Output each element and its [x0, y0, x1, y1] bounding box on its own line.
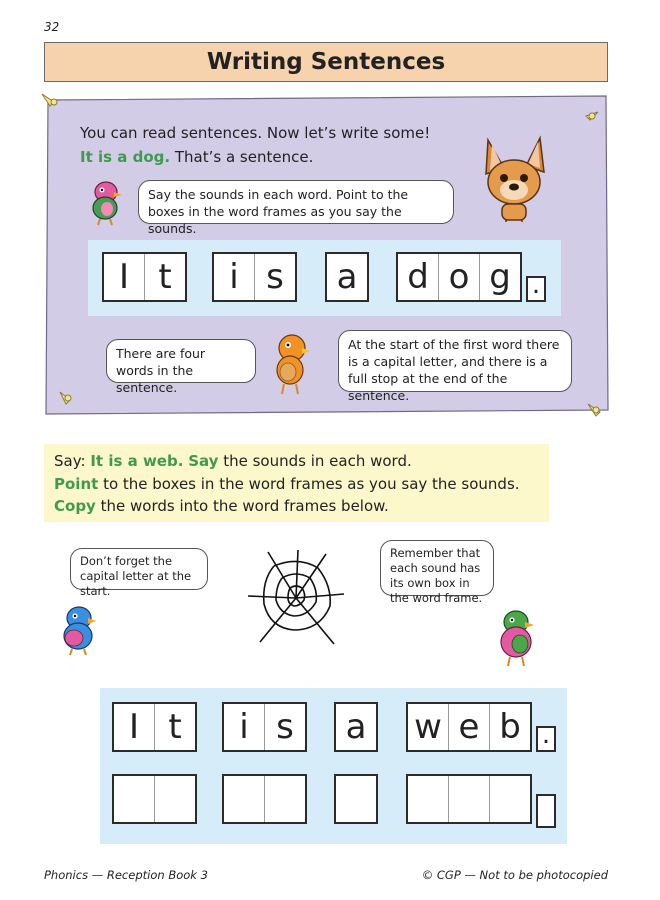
intro-line-2	[80, 146, 313, 168]
pink-bird-icon	[88, 178, 124, 226]
say-label: Say:	[54, 452, 86, 470]
copy-keyword: Copy	[54, 497, 96, 515]
blank-letter-box[interactable]	[489, 776, 530, 822]
word-frame-a	[334, 702, 378, 752]
blank-letter-box[interactable]	[114, 776, 154, 822]
spider-web-icon	[246, 548, 346, 646]
full-stop-box: .	[536, 726, 556, 752]
orange-bird-icon	[272, 330, 312, 396]
letter-box: t	[154, 704, 195, 750]
full-stop-box: .	[526, 276, 546, 302]
page-number: 32	[44, 20, 60, 34]
footer-book-title: Phonics — Reception Book 3	[44, 868, 208, 882]
speech-bubble-sounds: Say the sounds in each word. Point to the boxes in the word frames as you say the sounds.	[138, 180, 454, 224]
letter-box: t	[144, 254, 185, 300]
instruction-copy	[54, 495, 539, 518]
instructions-box	[44, 444, 549, 522]
word-frame-it	[102, 252, 187, 302]
blank-full-stop-box[interactable]	[536, 794, 556, 828]
letter-box: s	[254, 254, 295, 300]
letter-box: I	[128, 707, 140, 747]
letter-box: i	[229, 257, 239, 297]
point-rest: to the boxes in the word frames as you say the sounds.	[103, 474, 520, 493]
blank-letter-box[interactable]	[408, 776, 448, 822]
word-frame-is	[212, 252, 297, 302]
say-keyword: Say	[188, 452, 219, 470]
word-frame-a	[325, 252, 369, 302]
blue-bird-icon	[58, 604, 100, 656]
word-frame-is	[222, 702, 307, 752]
intro-line-2-rest: That’s a sentence.	[174, 148, 314, 166]
footer-copyright: © CGP — Not to be photocopied	[421, 868, 608, 882]
green-bird-icon	[494, 608, 538, 668]
word-frame-web	[406, 702, 532, 752]
copy-rest: the words into the word frames below.	[100, 497, 389, 515]
blank-word-frame-2[interactable]	[222, 774, 307, 824]
word-frame-dog	[396, 252, 522, 302]
letter-box: g	[479, 254, 520, 300]
letter-box: a	[345, 707, 367, 747]
speech-bubble-capital-tip: Don’t forget the capital letter at the start.	[70, 548, 208, 590]
point-keyword: Point	[54, 474, 99, 493]
example-sentence: It is a dog.	[80, 148, 171, 166]
say-sentence: It is a web.	[90, 452, 184, 470]
blank-letter-box[interactable]	[264, 776, 305, 822]
letter-box: a	[336, 257, 358, 297]
instruction-point	[54, 473, 539, 496]
say-rest: the sounds in each word.	[223, 452, 412, 470]
word-frame-it	[112, 702, 197, 752]
letter-box: e	[448, 704, 489, 750]
dog-icon	[478, 134, 550, 226]
letter-box: d	[407, 257, 429, 297]
letter-box: o	[438, 254, 479, 300]
blank-word-frame-4[interactable]	[406, 774, 532, 824]
blank-letter-box[interactable]	[448, 776, 489, 822]
letter-box: s	[264, 704, 305, 750]
blank-letter-box[interactable]	[154, 776, 195, 822]
blank-word-frame-3[interactable]	[334, 774, 378, 824]
letter-box: I	[118, 257, 130, 297]
pin-icon	[42, 94, 57, 106]
letter-box: i	[239, 707, 249, 747]
speech-bubble-four-words: There are four words in the sentence.	[106, 339, 256, 383]
speech-bubble-sound-tip: Remember that each sound has its own box in the word frame.	[380, 540, 494, 596]
blank-letter-box[interactable]	[224, 776, 264, 822]
letter-box: b	[489, 704, 530, 750]
speech-bubble-capital-letter: At the start of the first word there is a capital letter, and there is a full stop at the end of the sentence.	[338, 330, 572, 392]
letter-box: w	[414, 707, 442, 747]
instruction-say	[54, 450, 539, 473]
intro-line-1: You can read sentences. Now let’s write some!	[80, 124, 431, 142]
page-title: Writing Sentences	[44, 42, 608, 82]
blank-letter-box[interactable]	[336, 776, 376, 822]
blank-word-frame-1[interactable]	[112, 774, 197, 824]
